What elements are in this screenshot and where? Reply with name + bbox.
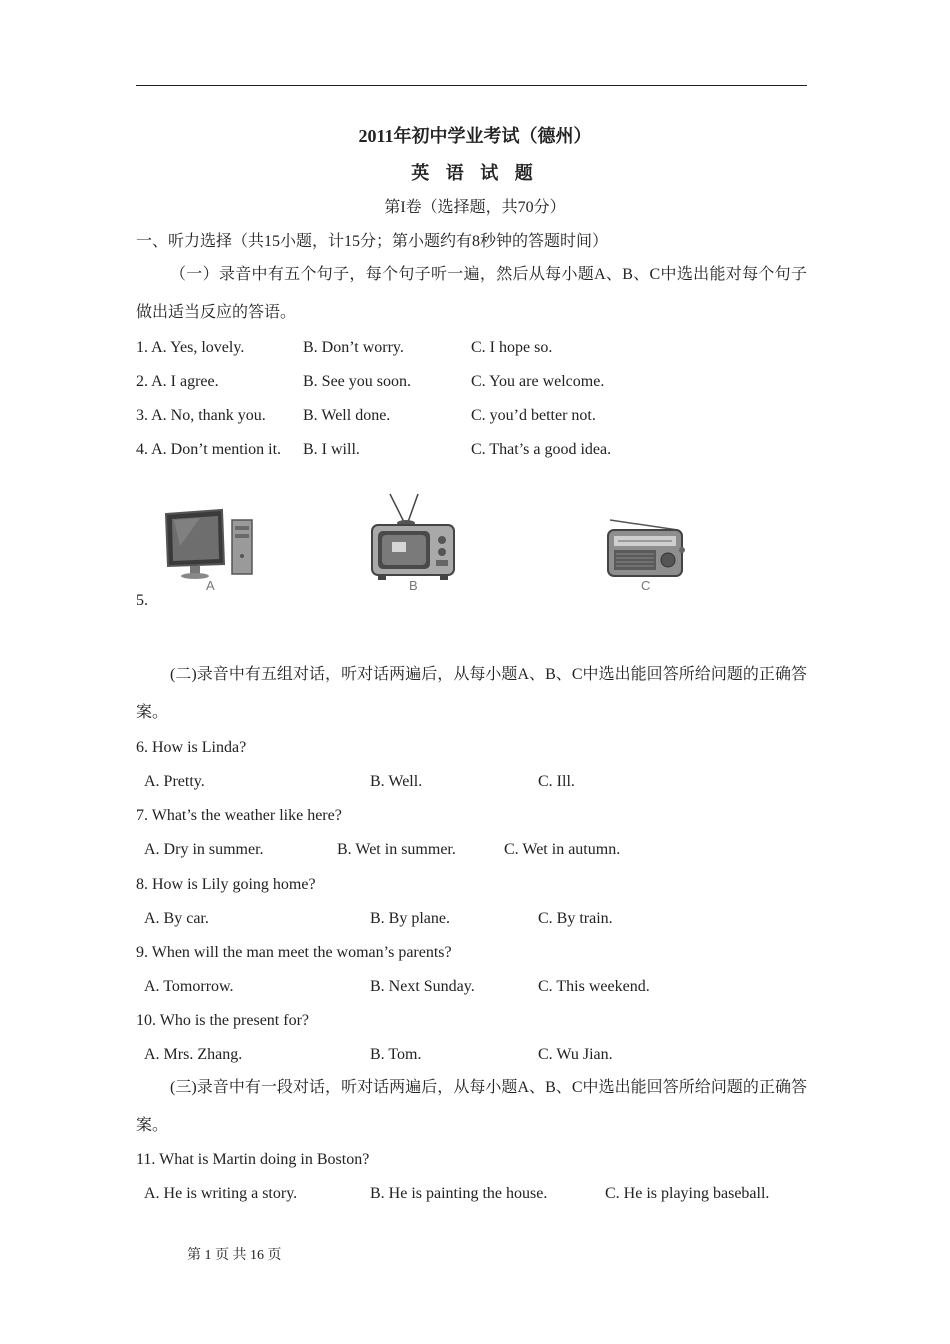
q8-option-a: A. By car. [144,910,209,927]
question-6: 6. How is Linda? [136,739,247,756]
part1-heading: 一、听力选择（共15小题，计15分；第小题约有8秒钟的答题时间） [136,233,609,250]
q5-number: 5. [136,592,148,609]
q6-option-b: B. Well. [370,773,423,790]
q2-option-c: C. You are welcome. [471,373,605,390]
q1-option-c: C. I hope so. [471,339,553,356]
question-9: 9. When will the man meet the woman’s parents? [136,944,452,961]
question-8: 8. How is Lily going home? [136,876,316,893]
exam-subtitle: 英 语 试 题 [411,163,539,183]
q10-option-b: B. Tom. [370,1046,422,1063]
question-11-options [0,1184,950,1204]
q7-option-b: B. Wet in summer. [337,841,456,858]
question-6-options [0,772,950,792]
intro-paragraph-1: （一）录音中有五个句子，每个句子听一遍，然后从每小题A、B、C中选出能对每个句子做出适当反应的答语。 [136,266,807,321]
q7-option-a: A. Dry in summer. [144,841,264,858]
q4-option-b: B. I will. [303,441,360,458]
q6-option-c: C. Ill. [538,773,575,790]
radio-icon [604,518,686,580]
image-b-label: B [409,578,418,593]
q9-option-a: A. Tomorrow. [144,978,234,995]
question-7-options [0,840,950,860]
q11-option-c: C. He is playing baseball. [605,1185,770,1202]
q1-option-a: 1. A. Yes, lovely. [136,339,245,356]
television-icon [368,492,458,584]
q1-option-b: B. Don’t worry. [303,339,404,356]
q9-option-b: B. Next Sunday. [370,978,475,995]
section-title: 第I卷（选择题，共70分） [384,199,566,216]
page-footer: 第 1 页 共 16 页 [187,1248,282,1263]
header-rule [136,85,807,86]
q10-option-a: A. Mrs. Zhang. [144,1046,243,1063]
q4-option-a: 4. A. Don’t mention it. [136,441,282,458]
q3-option-c: C. you’d better not. [471,407,596,424]
q11-option-b: B. He is painting the house. [370,1185,548,1202]
question-4 [0,440,950,460]
intro-paragraph-3: (三)录音中有一段对话，听对话两遍后，从每小题A、B、C中选出能回答所给问题的正确答案。 [136,1079,807,1134]
question-3 [0,406,950,426]
image-c-label: C [641,578,651,593]
q4-option-c: C. That’s a good idea. [471,441,612,458]
q11-option-a: A. He is writing a story. [144,1185,298,1202]
question-9-options [0,977,950,997]
question-11: 11. What is Martin doing in Boston? [136,1151,370,1168]
q3-option-b: B. Well done. [303,407,391,424]
question-7: 7. What’s the weather like here? [136,807,342,824]
q7-option-c: C. Wet in autumn. [504,841,621,858]
q8-option-b: B. By plane. [370,910,450,927]
q8-option-c: C. By train. [538,910,613,927]
intro-paragraph-2: (二)录音中有五组对话，听对话两遍后，从每小题A、B、C中选出能回答所给问题的正确答案。 [136,666,807,721]
question-10: 10. Who is the present for? [136,1012,309,1029]
image-a-label: A [206,578,215,593]
exam-title: 2011年初中学业考试（德州） [358,126,592,146]
q9-option-c: C. This weekend. [538,978,650,995]
q10-option-c: C. Wu Jian. [538,1046,613,1063]
question-10-options [0,1045,950,1065]
q6-option-a: A. Pretty. [144,773,205,790]
question-8-options [0,909,950,929]
q2-option-b: B. See you soon. [303,373,411,390]
q2-option-a: 2. A. I agree. [136,373,219,390]
question-1 [0,338,950,358]
question-2 [0,372,950,392]
q3-option-a: 3. A. No, thank you. [136,407,266,424]
